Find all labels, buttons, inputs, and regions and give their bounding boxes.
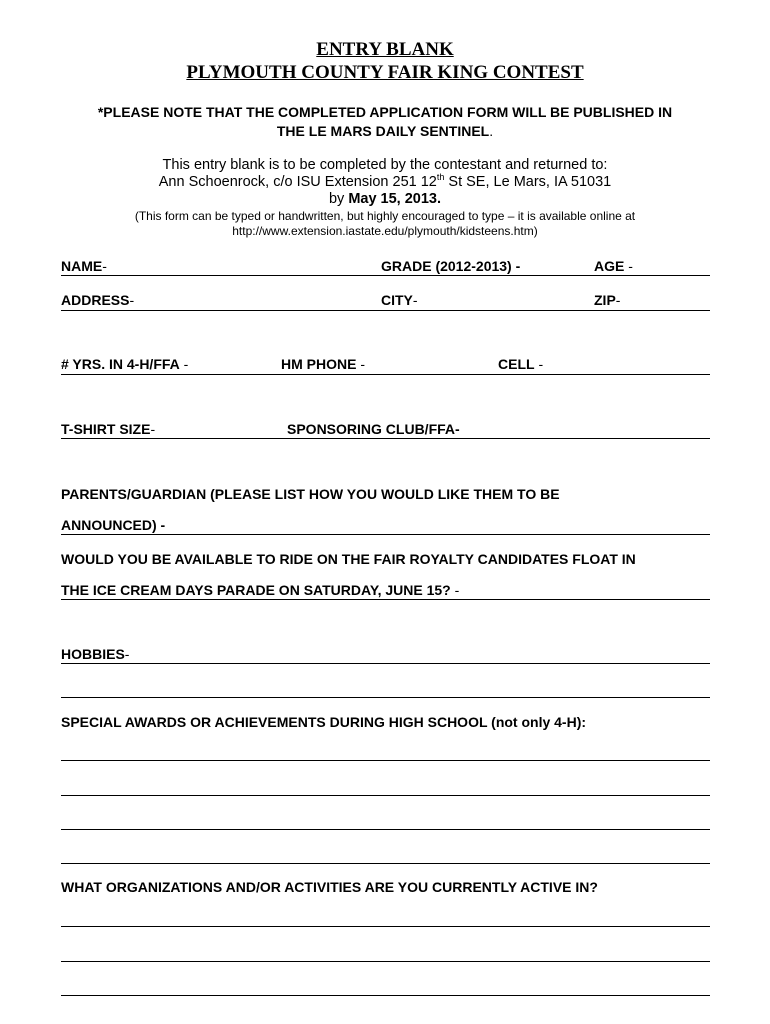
form-url: http://www.extension.iastate.edu/plymouth/kidsteens.htm) (232, 224, 538, 238)
grade-label: GRADE (2012-2013) - (381, 258, 521, 274)
awards-line-1[interactable] (61, 760, 710, 761)
return-address (0, 174, 770, 191)
awards-line-4[interactable] (61, 863, 710, 864)
instructions (0, 157, 770, 208)
city-label: CITY- (381, 292, 418, 308)
organizations-line-2[interactable] (61, 961, 710, 962)
newspaper-name: THE LE MARS DAILY SENTINEL (276, 123, 490, 139)
sponsoring-club-label: SPONSORING CLUB/FFA- (287, 421, 460, 437)
hobbies-label: HOBBIES- (61, 646, 130, 662)
awards-line-3[interactable] (61, 829, 710, 830)
note-period: . (489, 123, 494, 139)
ordinal-suffix: th (436, 172, 445, 183)
contest-title: PLYMOUTH COUNTY FAIR KING CONTEST (186, 62, 584, 83)
address-row-line[interactable] (61, 310, 710, 311)
organizations-label: WHAT ORGANIZATIONS AND/OR ACTIVITIES ARE YOU CURRENTLY ACTIVE IN? (61, 879, 598, 895)
zip-label: ZIP- (594, 292, 621, 308)
phone-row-line[interactable] (61, 374, 710, 375)
awards-label: SPECIAL AWARDS OR ACHIEVEMENTS DURING HIGH SCHOOL (not only 4-H): (61, 714, 587, 730)
deadline (0, 191, 770, 208)
tshirt-size-label: T-SHIRT SIZE- (61, 421, 156, 437)
note-line-2 (0, 122, 770, 141)
deadline-date: May 15, 2013. (348, 191, 442, 207)
hobbies-line-2[interactable] (61, 697, 710, 698)
address-text-end: St SE, Le Mars, IA 51031 (444, 174, 612, 190)
age-label: AGE - (594, 258, 633, 274)
organizations-line-1[interactable] (61, 926, 710, 927)
parents-label: PARENTS/GUARDIAN (PLEASE LIST HOW YOU WOULD LIKE THEM TO BE (61, 486, 560, 502)
hobbies-line[interactable] (61, 663, 710, 664)
address-text: Ann Schoenrock, c/o ISU Extension 251 12 (158, 174, 437, 190)
instructions-line-1: This entry blank is to be completed by the contestant and returned to: (162, 157, 608, 173)
float-question-cont: THE ICE CREAM DAYS PARADE ON SATURDAY, JUNE 15? - (61, 582, 460, 598)
home-phone-label: HM PHONE - (281, 356, 366, 372)
name-label: NAME- (61, 258, 107, 274)
parents-line[interactable] (61, 534, 710, 535)
publication-note (0, 103, 770, 141)
float-question: WOULD YOU BE AVAILABLE TO RIDE ON THE FAIR ROYALTY CANDIDATES FLOAT IN (61, 551, 636, 567)
note-line-1: *PLEASE NOTE THAT THE COMPLETED APPLICATION FORM WILL BE PUBLISHED IN (97, 104, 673, 120)
club-row-line[interactable] (61, 438, 710, 439)
address-label: ADDRESS- (61, 292, 135, 308)
organizations-line-3[interactable] (61, 995, 710, 996)
availability-line-1: (This form can be typed or handwritten, but highly encouraged to type – it is available online at (134, 209, 636, 223)
years-label: # YRS. IN 4-H/FFA - (61, 356, 189, 372)
form-title: ENTRY BLANK (316, 39, 454, 60)
float-answer-line[interactable] (61, 599, 710, 600)
parents-label-cont: ANNOUNCED) - (61, 517, 166, 533)
deadline-prefix: by (328, 191, 349, 207)
cell-label: CELL - (498, 356, 544, 372)
form-availability-note (0, 209, 770, 239)
awards-line-2[interactable] (61, 795, 710, 796)
name-row-line[interactable] (61, 275, 710, 276)
